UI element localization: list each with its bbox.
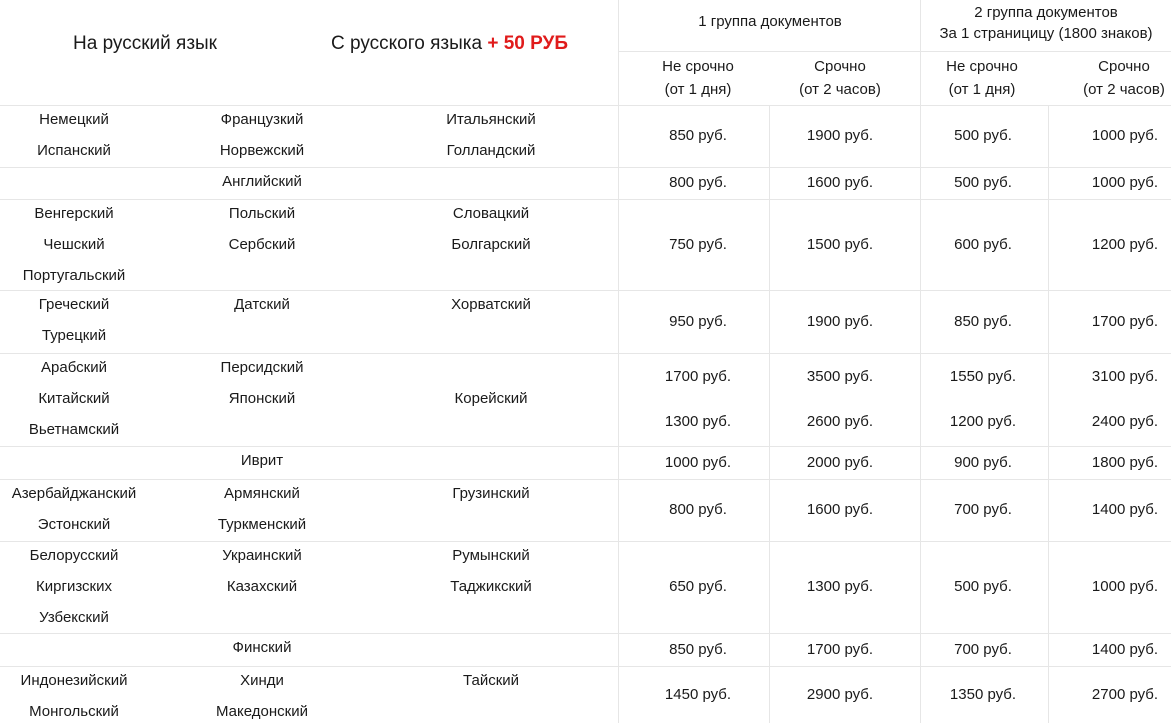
g2-urgent-title: Срочно [1098,58,1150,75]
language-name: Узбекский [39,609,109,626]
g1-urgent-title: Срочно [814,58,866,75]
price-cell: 1700 руб. [664,368,732,385]
language-name: Белорусский [29,547,119,564]
language-name: Польский [228,205,296,222]
price-cell: 850 руб. [669,640,727,658]
price-cell: 750 руб. [669,235,727,253]
row-divider [0,167,1171,168]
language-name: Вьетнамский [28,421,120,438]
price-cell: 2600 руб. [806,413,874,430]
price-cell: 850 руб. [954,312,1012,330]
price-cell: 3500 руб. [806,368,874,385]
language-name: Французкий [220,111,304,128]
language-name: Немецкий [39,111,109,128]
price-cell: 2700 руб. [1091,685,1159,703]
price-cell: 900 руб. [954,453,1012,471]
price-cell: 1500 руб. [806,235,874,253]
g1-urgent-term: (от 2 часов) [799,81,881,98]
price-cell: 500 руб. [954,127,1012,144]
row-divider [0,290,1171,291]
price-cell: 1200 руб. [949,413,1017,430]
g2-not-urgent-title: Не срочно [946,58,1018,75]
language-name: Индонезийский [20,672,128,689]
price-cell: 1300 руб. [664,413,732,430]
language-name: Чешский [43,236,105,253]
language-name: Венгерский [34,205,114,222]
group2-title-line2: За 1 страницицу (1800 знаков) [939,25,1153,42]
price-cell: 1700 руб. [1091,312,1159,330]
language-name: Итальянский [446,111,536,128]
divider-g1-subcols [769,105,770,723]
price-cell: 1900 руб. [806,312,874,330]
price-cell: 1700 руб. [806,640,874,658]
language-name: Корейский [454,390,528,407]
price-cell: 1400 руб. [1091,640,1159,658]
row-divider [0,541,1171,542]
language-name: Португальский [22,267,126,284]
language-name: Хорватский [451,296,531,313]
language-name: Туркменский [217,516,307,533]
from-russian-heading [331,33,568,55]
language-name: Монгольский [29,703,119,720]
price-cell: 950 руб. [669,312,727,330]
price-cell: 1600 руб. [806,174,874,191]
price-cell: 2900 руб. [806,685,874,703]
language-name: Норвежский [219,142,305,159]
language-name: Хинди [240,672,284,689]
price-cell: 1000 руб. [1091,578,1159,595]
language-name: Сербский [228,236,296,253]
language-name: Армянский [224,485,300,502]
language-name: Грузинский [452,485,530,502]
language-name: Болгарский [451,236,531,253]
price-cell: 1000 руб. [1091,174,1159,191]
language-name: Словацкий [452,205,530,222]
g2-urgent-header [1059,55,1171,101]
price-cell: 1300 руб. [806,578,874,595]
row-divider [0,479,1171,480]
g2-urgent-term: (от 2 часов) [1083,81,1165,98]
language-name: Датский [234,296,290,313]
price-cell: 1400 руб. [1091,501,1159,518]
language-name: Японский [228,390,296,407]
language-name: Эстонский [37,516,111,533]
price-cell: 3100 руб. [1091,368,1159,385]
g1-not-urgent-title: Не срочно [662,58,734,75]
row-divider [0,446,1171,447]
row-divider [0,105,1171,106]
g1-not-urgent-header [633,55,763,101]
divider-g2-subcols [1048,105,1049,723]
from-russian-label: С русского языка [331,33,483,54]
price-cell: 700 руб. [954,640,1012,658]
language-name: Иврит [240,452,284,469]
to-russian-heading: На русский язык [73,33,217,54]
price-cell: 800 руб. [669,174,727,191]
language-name: Финский [232,639,292,656]
price-cell: 800 руб. [669,501,727,518]
language-name: Азербайджанский [11,485,137,502]
price-cell: 600 руб. [954,235,1012,253]
price-cell: 650 руб. [669,578,727,595]
language-name: Румынский [452,547,530,564]
g1-urgent-header [775,55,905,101]
language-name: Турецкий [41,327,107,344]
divider-langs-prices [618,0,619,723]
language-name: Персидский [220,359,304,376]
group1-title: 1 группа документов [698,13,842,30]
language-name: Тайский [462,672,520,689]
price-cell: 1200 руб. [1091,235,1159,253]
language-name: Украинский [222,547,302,564]
language-name: Испанский [37,142,111,159]
language-name: Таджикский [450,578,532,595]
language-name: Греческий [38,296,110,313]
language-name: Киргизских [36,578,112,595]
price-cell: 500 руб. [954,578,1012,595]
language-name: Казахский [226,578,298,595]
g1-not-urgent-term: (от 1 дня) [664,81,732,98]
price-cell: 1000 руб. [664,453,732,471]
price-cell: 2400 руб. [1091,413,1159,430]
row-divider [0,353,1171,354]
price-cell: 1000 руб. [1091,127,1159,144]
g2-not-urgent-header [917,55,1047,101]
group2-title-line1: 2 группа документов [974,4,1118,21]
price-cell: 1900 руб. [806,127,874,144]
price-cell: 1450 руб. [664,685,732,703]
price-cell: 1600 руб. [806,501,874,518]
price-cell: 1550 руб. [949,368,1017,385]
language-name: Голландский [446,142,536,159]
price-cell: 1800 руб. [1091,453,1159,471]
price-cell: 1350 руб. [949,685,1017,703]
language-name: Арабский [41,359,107,376]
price-cell: 700 руб. [954,501,1012,518]
group2-title [921,2,1171,44]
language-name: Китайский [38,390,110,407]
language-name: Македонский [216,703,308,720]
row-divider [0,666,1171,667]
from-russian-surcharge: + 50 РУБ [487,33,569,54]
price-cell: 850 руб. [669,127,727,144]
row-divider [0,633,1171,634]
divider-group-titles [619,51,1171,52]
price-cell: 500 руб. [954,174,1012,191]
price-cell: 2000 руб. [806,453,874,471]
divider-group1-group2 [920,0,921,723]
language-name: Английский [222,173,302,190]
row-divider [0,199,1171,200]
g2-not-urgent-term: (от 1 дня) [948,81,1016,98]
